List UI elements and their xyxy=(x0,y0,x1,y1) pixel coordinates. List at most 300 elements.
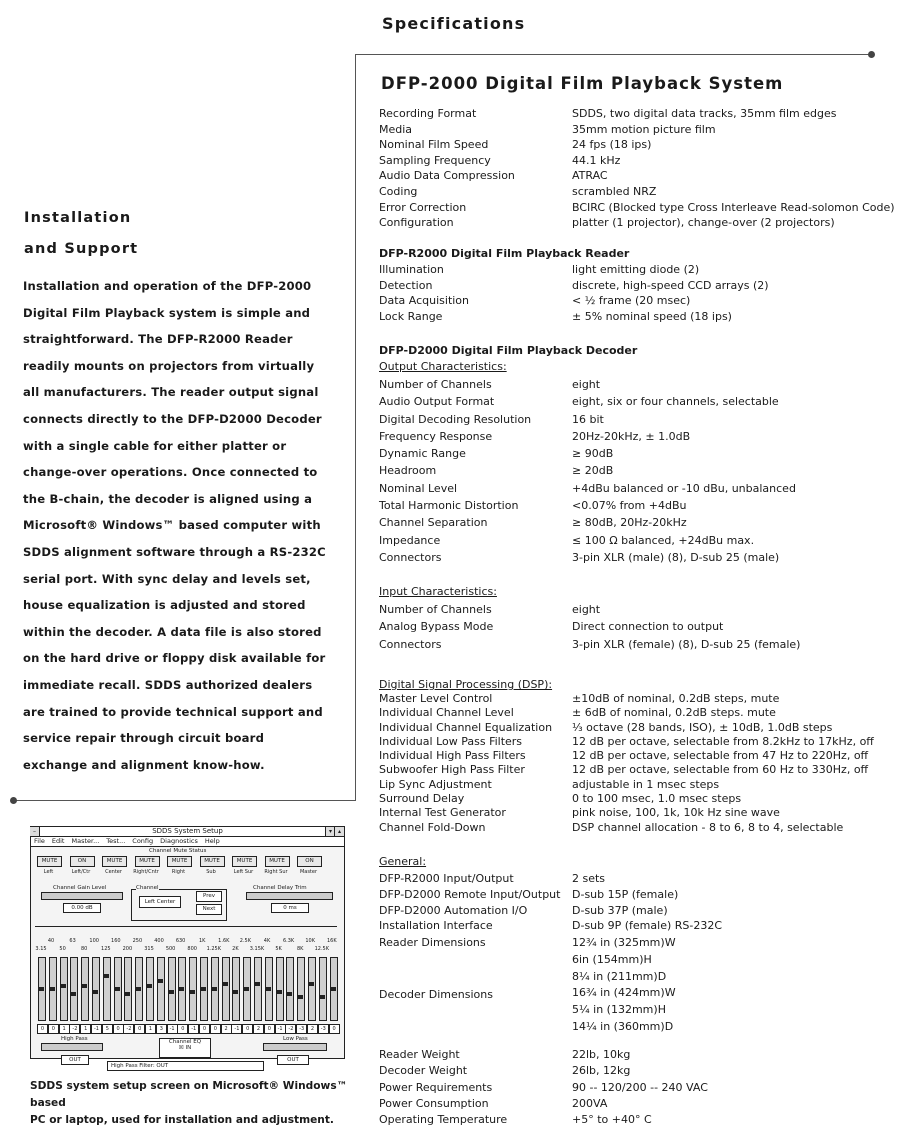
decoder-dimensions-row xyxy=(379,984,889,1038)
spec-value: 3-pin XLR (female) (8), D-sub 25 (female) xyxy=(572,637,801,651)
dimension-value: 8¼ in (211mm)D xyxy=(572,970,667,984)
spec-row xyxy=(379,1063,889,1079)
system-menu-icon: – xyxy=(30,827,40,836)
eq-value-box: 0 xyxy=(37,1024,48,1034)
spec-row xyxy=(379,480,889,497)
spec-value: 20Hz-20kHz, ± 1.0dB xyxy=(572,429,691,443)
spec-row xyxy=(379,497,889,514)
spec-row xyxy=(379,184,889,200)
body-line: immediate recall. SDDS authorized dealers xyxy=(23,677,313,692)
eq-band-label-top: 6.3K xyxy=(282,938,295,944)
body-line: service repair through circuit board xyxy=(23,731,265,746)
spec-value: 0 to 100 msec, 1.0 msec steps xyxy=(572,792,742,806)
eq-value-box: -1 xyxy=(275,1024,286,1034)
sdds-setup-screenshot xyxy=(30,826,345,1069)
decoder-section xyxy=(379,343,889,566)
delay-slider xyxy=(246,892,333,900)
body-line: readily mounts on projectors from virtually xyxy=(23,358,315,373)
eq-slider-knob xyxy=(232,990,238,994)
eq-slider-knob xyxy=(297,995,303,999)
spec-row xyxy=(379,706,889,720)
eq-value-box: 0 xyxy=(242,1024,253,1034)
checkbox-icon: ☒ xyxy=(178,1045,184,1051)
page-header-title: Specifications xyxy=(382,14,526,33)
spec-row xyxy=(379,393,889,410)
eq-band-label-top: 160 xyxy=(111,938,121,944)
eq-slider xyxy=(232,957,240,1021)
eq-slider-knob xyxy=(276,990,282,994)
eq-slider-knob xyxy=(222,982,228,986)
eq-slider-knob xyxy=(168,990,174,994)
spec-row xyxy=(379,636,889,653)
spec-label: Audio Output Format xyxy=(379,395,495,409)
eq-band-label-top: 1K xyxy=(198,938,206,944)
channel-label: Right xyxy=(171,869,186,875)
spec-value: Direct connection to output xyxy=(572,620,724,634)
eq-value-box: -2 xyxy=(123,1024,134,1034)
eq-slider-knob xyxy=(146,984,152,988)
window-title: SDDS System Setup xyxy=(152,827,223,835)
caption-line2: PC or laptop, used for installation and adjustment. xyxy=(30,1114,334,1126)
output-table xyxy=(379,376,889,566)
reader-table xyxy=(379,262,889,324)
eq-value-box: 0 xyxy=(113,1024,124,1034)
spec-label: Channel Separation xyxy=(379,516,488,530)
spec-value: scrambled NRZ xyxy=(572,184,657,198)
spec-value: 35mm motion picture film xyxy=(572,122,716,136)
spec-label: Lock Range xyxy=(379,309,443,323)
spec-row xyxy=(379,532,889,549)
channel-label: Left Sur xyxy=(233,869,254,875)
eq-slider-knob xyxy=(81,984,87,988)
spec-value: DSP channel allocation - 8 to 6, 8 to 4, selectable xyxy=(572,820,844,834)
eq-slider xyxy=(211,957,219,1021)
input-heading: Input Characteristics: xyxy=(379,585,497,598)
high-pass-slider xyxy=(41,1043,103,1051)
output-heading: Output Characteristics: xyxy=(379,360,507,373)
spec-value: 200VA xyxy=(572,1096,608,1110)
mute-status-label: Channel Mute Status xyxy=(149,848,207,854)
eq-band-label-bottom: 1.25K xyxy=(206,946,221,952)
menu-item: Master... xyxy=(71,837,100,845)
spec-value: ATRAC xyxy=(572,169,608,183)
spec-row xyxy=(379,215,889,231)
eq-slider-knob xyxy=(243,987,249,991)
reader-dimensions-values xyxy=(572,934,676,986)
spec-system-table xyxy=(379,106,895,231)
eq-value-box: 3 xyxy=(156,1024,167,1034)
eq-slider xyxy=(60,957,68,1021)
body-line: all manufacturers. The reader output signal xyxy=(23,385,319,400)
body-line: with a single cable for either platter or xyxy=(23,438,287,453)
eq-band-label-top: 1.6K xyxy=(218,938,230,944)
eq-slider xyxy=(124,957,132,1021)
low-pass-label: Low Pass xyxy=(283,1036,308,1042)
eq-band-label-bottom: 200 xyxy=(122,946,133,952)
spec-label: Reader Weight xyxy=(379,1048,460,1062)
spec-label: Recording Format xyxy=(379,107,477,120)
eq-band-label-bottom: 12.5K xyxy=(314,946,329,952)
eq-band-label-bottom: 5K xyxy=(275,946,282,952)
input-table xyxy=(379,601,889,653)
channel-label: Sub xyxy=(206,869,216,875)
eq-slider-knob xyxy=(60,984,66,988)
vertical-rule xyxy=(355,54,356,801)
eq-value-box: 0 xyxy=(264,1024,275,1034)
eq-slider-knob xyxy=(265,987,271,991)
eq-slider xyxy=(178,957,186,1021)
spec-value: 22lb, 10kg xyxy=(572,1048,631,1062)
spec-label: Individual Channel Level xyxy=(379,706,514,720)
spec-row xyxy=(379,763,889,777)
mute-button: MUTE xyxy=(167,856,192,867)
eq-slider-knob xyxy=(135,987,141,991)
eq-slider-knob xyxy=(92,990,98,994)
eq-value-box: 1 xyxy=(80,1024,91,1034)
decoder-dimensions-values xyxy=(572,984,676,1038)
spec-label: Digital Decoding Resolution xyxy=(379,412,532,426)
spec-row xyxy=(379,887,889,903)
spec-row xyxy=(379,749,889,763)
eq-band-label-top: 250 xyxy=(132,938,143,944)
eq-value-box: -1 xyxy=(91,1024,102,1034)
channel-label: Master xyxy=(299,869,318,875)
spec-label: Data Acquisition xyxy=(379,294,470,308)
spec-row xyxy=(379,462,889,479)
eq-divider xyxy=(35,926,337,927)
screenshot-caption xyxy=(30,1078,350,1129)
menu-item: Edit xyxy=(51,837,65,845)
spec-row xyxy=(379,278,889,294)
spec-title: DFP-2000 Digital Film Playback System xyxy=(381,74,784,93)
eq-slider xyxy=(81,957,89,1021)
spec-value: eight, six or four channels, selectable xyxy=(572,395,779,409)
eq-value-box: -1 xyxy=(167,1024,178,1034)
eq-slider xyxy=(157,957,165,1021)
spec-label: Subwoofer High Pass Filter xyxy=(379,763,525,777)
eq-slider-knob xyxy=(286,992,292,996)
eq-slider xyxy=(135,957,143,1021)
channel-group-label: Channel xyxy=(136,885,159,891)
spec-label: Headroom xyxy=(379,464,437,478)
eq-band-label-bottom: 125 xyxy=(101,946,111,952)
low-pass-slider xyxy=(263,1043,327,1051)
mute-button: MUTE xyxy=(37,856,62,867)
body-line: exchange and alignment know-how. xyxy=(23,757,265,772)
eq-value-box: -3 xyxy=(296,1024,307,1034)
eq-value-box: 2 xyxy=(307,1024,318,1034)
eq-slider xyxy=(222,957,230,1021)
general-section xyxy=(379,854,889,1128)
channel-label: Left xyxy=(43,869,54,875)
general-tail-table xyxy=(379,1047,889,1128)
spec-value: 44.1 kHz xyxy=(572,153,621,167)
eq-band-label-top: 100 xyxy=(89,938,99,944)
spec-row xyxy=(379,692,889,706)
spec-value: 2 sets xyxy=(572,872,606,885)
eq-band-label-top: 40 xyxy=(47,938,55,944)
low-pass-value: OUT xyxy=(277,1055,309,1065)
spec-label: Connectors xyxy=(379,550,442,564)
body-line: Installation and operation of the DFP-2000 xyxy=(23,279,312,293)
spec-row xyxy=(379,168,889,184)
eq-slider xyxy=(297,957,305,1021)
eq-slider xyxy=(168,957,176,1021)
installation-body xyxy=(23,273,341,778)
spec-value: pink noise, 100, 1k, 10k Hz sine wave xyxy=(572,806,780,820)
spec-row xyxy=(379,721,889,735)
general-heading: General: xyxy=(379,855,427,868)
spec-label: DFP-D2000 Remote Input/Output xyxy=(379,887,561,901)
spec-row xyxy=(379,153,889,169)
prev-button: Prev xyxy=(196,891,222,902)
eq-value-box: 0 xyxy=(329,1024,340,1034)
body-line: Digital Film Playback system is simple and xyxy=(23,305,311,320)
spec-label: Coding xyxy=(379,184,418,198)
spec-value: D-sub 15P (female) xyxy=(572,887,679,901)
eq-band-label-top: 400 xyxy=(154,938,164,944)
dsp-heading: Digital Signal Processing (DSP): xyxy=(379,678,553,691)
spec-row xyxy=(379,1080,889,1096)
spec-label: Impedance xyxy=(379,533,441,547)
spec-row xyxy=(379,792,889,806)
eq-slider-knob xyxy=(49,987,55,991)
eq-slider-knob xyxy=(114,987,120,991)
spec-value: D-sub 9P (female) RS-232C xyxy=(572,919,723,933)
channel-label: Left/Ctr xyxy=(71,869,91,875)
reader-dimensions-row xyxy=(379,934,889,986)
spec-value: 16 bit xyxy=(572,412,604,426)
maximize-icon: ▴ xyxy=(334,827,344,836)
eq-slider xyxy=(70,957,78,1021)
spec-label: Analog Bypass Mode xyxy=(379,620,494,634)
spec-label: Lip Sync Adjustment xyxy=(379,777,492,791)
spec-label: Number of Channels xyxy=(379,603,492,616)
mute-button: ON xyxy=(70,856,95,867)
spec-value: 26lb, 12kg xyxy=(572,1064,631,1078)
eq-band-label-bottom: 3.15K xyxy=(249,946,265,952)
eq-value-box: -3 xyxy=(318,1024,329,1034)
spec-row xyxy=(379,618,889,635)
eq-slider-knob xyxy=(157,979,163,983)
dimension-value: 5¼ in (132mm)H xyxy=(572,1003,666,1017)
eq-band-label-bottom: 80 xyxy=(81,946,88,952)
spec-value: ±10dB of nominal, 0.2dB steps, mute xyxy=(572,692,780,705)
spec-label: Individual Channel Equalization xyxy=(379,720,553,734)
body-line: change-over operations. Once connected to xyxy=(23,465,318,480)
eq-value-box: 2 xyxy=(253,1024,264,1034)
spec-label: Operating Temperature xyxy=(379,1112,508,1126)
spec-label: Illumination xyxy=(379,263,444,276)
spec-value: ≥ 80dB, 20Hz-20kHz xyxy=(572,516,687,530)
eq-value-box: -2 xyxy=(285,1024,296,1034)
delay-trim-label: Channel Delay Trim xyxy=(253,885,307,891)
spec-value: +4dBu balanced or -10 dBu, unbalanced xyxy=(572,481,796,495)
eq-value-box: 0 xyxy=(177,1024,188,1034)
spec-value: 12 dB per octave, selectable from 47 Hz to 220Hz, off xyxy=(572,749,869,763)
eq-slider xyxy=(308,957,316,1021)
spec-label: Surround Delay xyxy=(379,792,465,806)
spec-row xyxy=(379,262,889,278)
channel-label: Right/Cntr xyxy=(133,869,159,875)
eq-slider-knob xyxy=(200,987,206,991)
body-line: are trained to provide technical support and xyxy=(23,704,323,719)
spec-label: DFP-D2000 Automation I/O xyxy=(379,903,528,917)
eq-slider xyxy=(200,957,208,1021)
eq-slider xyxy=(243,957,251,1021)
eq-band-label-bottom: 8K xyxy=(296,946,304,952)
spec-row xyxy=(379,918,889,934)
caption-line1: SDDS system setup screen on Microsoft® Windows™ based xyxy=(30,1080,348,1109)
mute-button: MUTE xyxy=(135,856,160,867)
spec-row xyxy=(379,735,889,749)
spec-row xyxy=(379,821,889,835)
spec-row xyxy=(379,514,889,531)
eq-slider xyxy=(189,957,197,1021)
spec-value: ± 6dB of nominal, 0.2dB steps. mute xyxy=(572,706,776,720)
body-line: connects directly to the DFP-D2000 Decoder xyxy=(23,411,322,426)
decoder-heading: DFP-D2000 Digital Film Playback Decoder xyxy=(379,344,638,357)
high-pass-label: High Pass xyxy=(61,1036,88,1042)
spec-row xyxy=(379,200,895,216)
eq-slider-knob xyxy=(211,987,217,991)
spec-value: 12 dB per octave, selectable from 8.2kHz to 17kHz, off xyxy=(572,734,874,748)
eq-value-box: 0 xyxy=(134,1024,145,1034)
spec-label: Total Harmonic Distortion xyxy=(379,499,519,513)
spec-label: Decoder Weight xyxy=(379,1064,468,1078)
spec-label: Nominal Level xyxy=(379,481,458,495)
dimension-value: 14¼ in (360mm)D xyxy=(572,1020,674,1034)
spec-label: Channel Fold-Down xyxy=(379,820,486,834)
body-line: house equalization is adjusted and stored xyxy=(23,598,306,613)
eq-value-box: 1 xyxy=(59,1024,70,1034)
dsp-table xyxy=(379,692,889,835)
eq-slider xyxy=(330,957,338,1021)
spec-value: <0.07% from +4dBu xyxy=(572,499,687,513)
top-rule xyxy=(356,54,870,55)
spec-label: Individual High Pass Filters xyxy=(379,749,526,763)
window-body xyxy=(31,847,344,1069)
spec-value: 3-pin XLR (male) (8), D-sub 25 (male) xyxy=(572,550,780,564)
status-bar: High Pass Filter: OUT xyxy=(107,1061,264,1071)
spec-row xyxy=(379,601,889,618)
spec-label: Master Level Control xyxy=(379,692,493,705)
spec-value: D-sub 37P (male) xyxy=(572,903,668,917)
reader-heading: DFP-R2000 Digital Film Playback Reader xyxy=(379,247,630,260)
eq-slider-knob xyxy=(103,974,109,978)
spec-value: discrete, high-speed CCD arrays (2) xyxy=(572,278,769,292)
spec-value: ≥ 90dB xyxy=(572,447,614,461)
channel-label: Right Sur xyxy=(264,869,288,875)
dsp-section xyxy=(379,677,889,835)
eq-slider xyxy=(49,957,57,1021)
spec-label: Audio Data Compression xyxy=(379,169,515,183)
eq-slider-knob xyxy=(70,992,76,996)
eq-band-label-top: 10K xyxy=(305,938,316,944)
channel-eq-value: IN xyxy=(185,1045,192,1051)
spec-label: Number of Channels xyxy=(379,378,492,391)
eq-band-label-bottom: 3.15 xyxy=(35,946,47,952)
eq-value-box: 1 xyxy=(145,1024,156,1034)
spec-label: Configuration xyxy=(379,216,454,230)
installation-heading-line1: Installation xyxy=(24,210,132,226)
spec-value: 12 dB per octave, selectable from 60 Hz to 330Hz, off xyxy=(572,763,869,777)
delay-value-field: 0 ms xyxy=(271,903,309,913)
spec-label: DFP-R2000 Input/Output xyxy=(379,872,514,885)
installation-heading-line2: and Support xyxy=(24,241,139,257)
spec-label: Dynamic Range xyxy=(379,447,466,461)
eq-slider xyxy=(92,957,100,1021)
eq-band-label-bottom: 315 xyxy=(144,946,154,952)
input-section xyxy=(379,584,889,653)
spec-label: Decoder Dimensions xyxy=(379,988,493,1002)
eq-slider-knob xyxy=(308,982,314,986)
mute-button: MUTE xyxy=(200,856,225,867)
eq-slider xyxy=(319,957,327,1021)
next-button: Next xyxy=(196,904,222,915)
spec-row xyxy=(379,376,889,393)
spec-row xyxy=(379,1096,889,1112)
spec-label: Detection xyxy=(379,278,433,292)
spec-label: Installation Interface xyxy=(379,919,493,933)
menu-item: Help xyxy=(204,837,220,845)
spec-label: Connectors xyxy=(379,637,442,651)
eq-band-label-top: 16K xyxy=(326,938,337,944)
spec-row xyxy=(379,549,889,566)
spec-row xyxy=(379,1112,889,1128)
reader-section xyxy=(379,246,889,324)
eq-slider-knob xyxy=(178,987,184,991)
mute-button: MUTE xyxy=(232,856,257,867)
eq-value-box: -2 xyxy=(69,1024,80,1034)
spec-row xyxy=(379,122,889,138)
eq-value-box: 2 xyxy=(221,1024,232,1034)
spec-row xyxy=(379,1047,889,1063)
eq-value-box: 0 xyxy=(210,1024,221,1034)
installation-heading xyxy=(24,203,138,265)
spec-value: ⅓ octave (28 bands, ISO), ± 10dB, 1.0dB steps xyxy=(572,720,833,734)
spec-value: platter (1 projector), change-over (2 projectors) xyxy=(572,216,835,230)
gain-slider xyxy=(41,892,123,900)
eq-slider xyxy=(265,957,273,1021)
spec-label: Error Correction xyxy=(379,200,467,214)
eq-slider xyxy=(254,957,262,1021)
channel-eq-label: Channel EQ xyxy=(168,1039,202,1045)
spec-row xyxy=(379,806,889,820)
spec-label: Individual Low Pass Filters xyxy=(379,734,523,748)
spec-value: eight xyxy=(572,603,601,616)
eq-slider xyxy=(146,957,154,1021)
spec-row xyxy=(379,411,889,428)
gain-level-label: Channel Gain Level xyxy=(53,885,107,891)
body-line: within the decoder. A data file is also stored xyxy=(23,624,322,639)
eq-band-label-bottom: 800 xyxy=(187,946,197,952)
spec-value: SDDS, two digital data tracks, 35mm film edges xyxy=(572,107,837,120)
eq-band-label-bottom: 2K xyxy=(232,946,239,952)
body-line: Microsoft® Windows™ based computer with xyxy=(23,518,321,533)
eq-band-label-bottom: 500 xyxy=(165,946,176,952)
spec-row xyxy=(379,106,889,122)
body-line: straightforward. The DFP-R2000 Reader xyxy=(23,332,293,347)
spec-value: eight xyxy=(572,378,601,391)
eq-slider-knob xyxy=(254,982,260,986)
menu-item: Config xyxy=(132,837,154,845)
spec-row xyxy=(379,309,889,325)
spec-row xyxy=(379,778,889,792)
dimension-value: 12¾ in (325mm)W xyxy=(572,936,676,950)
eq-value-box: -1 xyxy=(231,1024,242,1034)
top-rule-dot xyxy=(868,51,875,58)
